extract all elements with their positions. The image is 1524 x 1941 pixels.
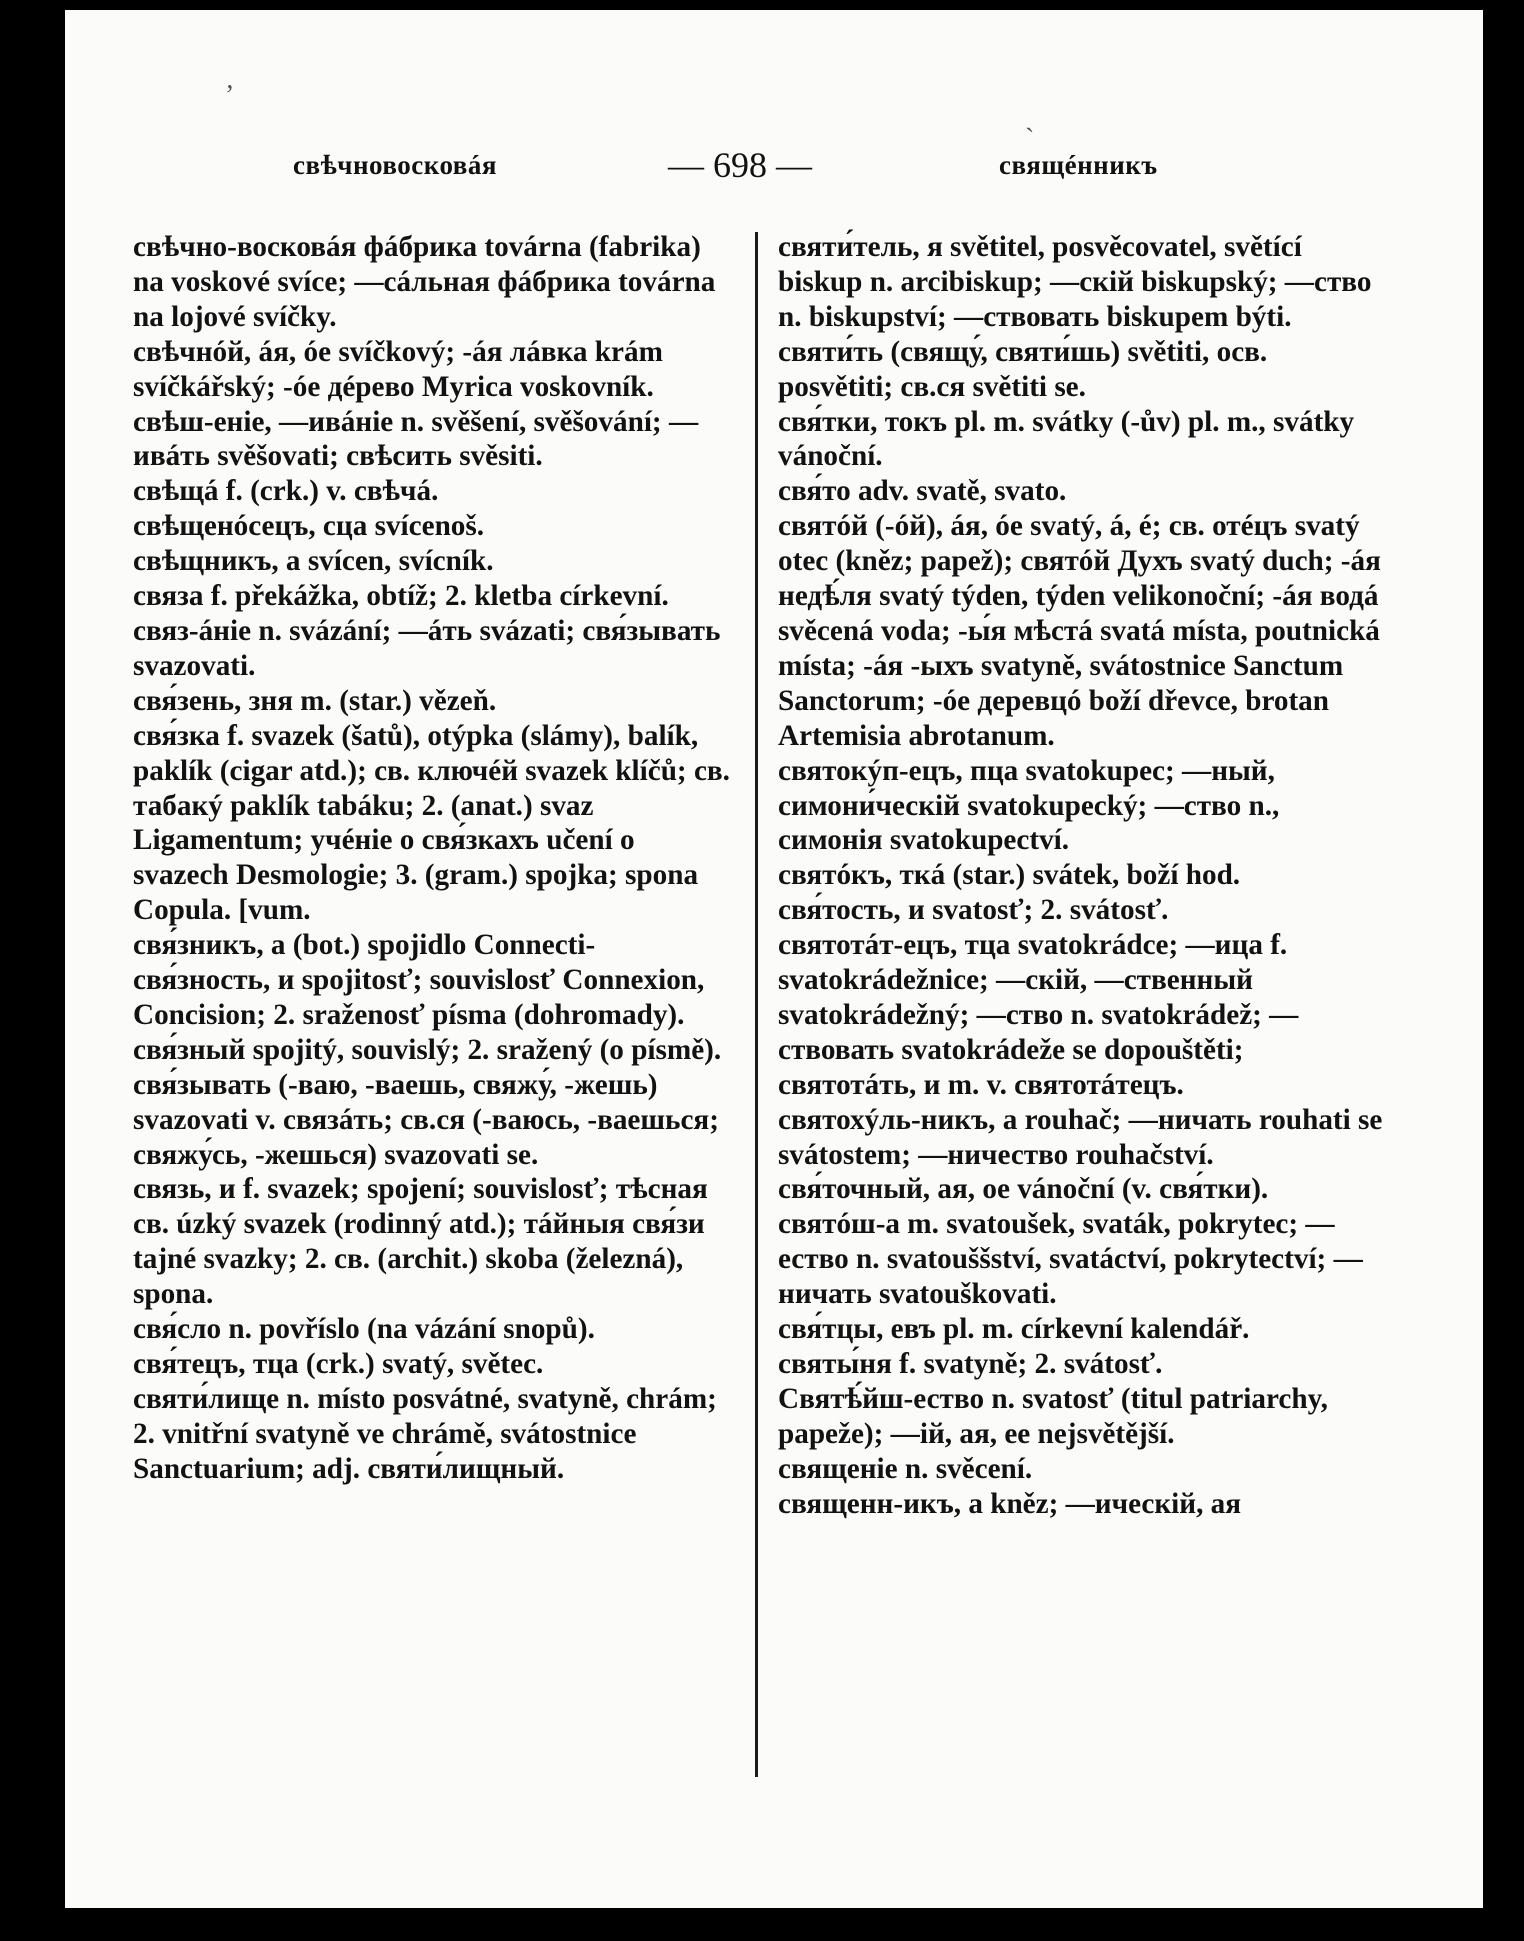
dictionary-entry: свя́то adv. svatě, svato. (778, 475, 1067, 508)
dictionary-entry: свя́зка f. svazek (šatů), otýpka (slámy), balík, paklík (cigar atd.); св. ключéй svazek klíčů; св. табакý paklík tabáku; 2. (anat.) svaz Ligamentum; учéнiе о свя́зкахъ učení o svazech Desmologie; 3. (gram.) spojka; spona Copula. [vum. (133, 719, 730, 927)
dictionary-entry: свѣщá f. (crk.) v. свѣчá. (133, 475, 439, 508)
dictionary-entry: святи́ть (свящу́, святи́шь) světiti, осв. posvětiti; св.ся světiti se. (778, 335, 1268, 403)
dictionary-entry: свѣщникъ, a svícen, svícník. (133, 545, 494, 578)
dictionary-entry: священiе n. svěcení. (778, 1452, 1033, 1485)
dictionary-entry: святи́тель, я světitel, posvěcovatel, světící biskup n. arcibiskup; —скiй biskupský; —ство n. biskupství; —ствовать biskupem býti. (778, 231, 1372, 333)
dictionary-entry: свя́зень, зня m. (star.) vězeň. (133, 684, 497, 717)
dictionary-entry: святóш-a m. svatoušek, svaták, pokrytec; —ество n. svatouššství, svatáctví, pokrytectví; —ничать svatouškovati. (778, 1208, 1363, 1311)
dictionary-page (65, 10, 1483, 1908)
dictionary-entry: святи́лище n. místo posvátné, svatyně, chrám; 2. vnitřní svatyně ve chrámě, svátostnice Sanctuarium; adj. святи́лищный. (133, 1382, 717, 1485)
header-left-word: свѣчновосковáя (293, 150, 497, 180)
dictionary-entry: свя́точный, ая, ое vánoční (v. свя́тки). (778, 1173, 1269, 1206)
dictionary-entry: святóкъ, ткá (star.) svátek, boží hod. (778, 859, 1241, 892)
dictionary-entry: священн-икъ, a kněz; —ическiй, ая (778, 1487, 1242, 1520)
dictionary-entry: свя́зный spojitý, souvislý; 2. sražený (o písmě). (133, 1033, 722, 1066)
dictionary-entry: свя́тки, токъ pl. m. svátky (-ův) pl. m., svátky vánoční. (778, 405, 1355, 473)
dictionary-entry: свя́зность, и spojitosť; souvislosť Connexion, Concision; 2. sraženosť písma (dohromady). (133, 964, 705, 1031)
right-column (778, 230, 1388, 1522)
dictionary-entry: святокýп-ецъ, пца svatokupec; —ный, симони́ческiй svatokupecký; —ство n., симонiя svatokupectví. (778, 754, 1280, 857)
dictionary-entry: связа f. překážka, obtíž; 2. kletba církevní. (133, 580, 669, 613)
dictionary-entry: свя́зывать (-ваю, -ваешь, свяжу́, -жешь) svazovati v. связáть; св.ся (-ваюсь, -ваешься; свяжу́сь, -жешься) svazovati se. (133, 1068, 719, 1171)
dictionary-entry: свѣчнóй, áя, óе svíčkový; -áя лáвка krám svíčkářský; -óе дéрево Myrica voskovník. (133, 335, 663, 403)
dictionary-entry: Святѣ́йш-ество n. svatosť (titul patriarchy, papeže); —iй, ая, ее nejsvětější. (778, 1382, 1328, 1450)
dictionary-entry: связь, и f. svazek; spojení; souvislosť; тѣсная св. úzký svazek (rodinný atd.); тáйныя свя́зи tajné svazky; 2. св. (archit.) skoba (železná), spona. (133, 1173, 708, 1311)
dictionary-entry: свѣш-енiе, —ивáнiе n. svěšení, svěšování; —ивáть svěšovati; свѣсить svěsiti. (133, 405, 699, 473)
dictionary-entry: святотáт-ецъ, тца svatokrádce; —ица f. svatokrádežnice; —скiй, —ственный svatokrádežný; —ство n. svatokrádež; —ствовать svatokrádeže se dopouštěti; святотáть, и m. v. святотáтецъ. (778, 929, 1299, 1101)
dictionary-entry: свѣщенóсецъ, сца svícenoš. (133, 510, 485, 543)
column-divider (755, 232, 758, 1777)
left-column (133, 230, 733, 1487)
dictionary-entry: святы́ня f. svatyně; 2. svátosť. (778, 1348, 1163, 1380)
dictionary-entry: свя́зникъ, a (bot.) spojidlo Connecti- (133, 929, 596, 962)
dictionary-entry: свя́тцы, евъ pl. m. církevní kalendář. (778, 1313, 1250, 1346)
scan-mark-left: ʼ (225, 80, 235, 111)
dictionary-entry: свя́тость, и svatosť; 2. svátosť. (778, 894, 1169, 927)
dictionary-entry: святóй (-óй), áя, óе svatý, á, é; св. отéцъ svatý otec (kněz; papež); святóй Духъ svatý duch; -áя недѣ́ля svatý týden, týden velikonoční; -áя водá svěcená voda; -ы́я мѣстá svatá místa, poutnická místa; -áя -ыхъ svatyně, svátostnice Sanctum Sanctorum; -óе деревцó boží dřevce, brotan Artemisia abrotanum. (778, 510, 1381, 752)
page-number: — 698 — (668, 145, 812, 185)
dictionary-entry: свя́сло n. povříslo (na vázání snopů). (133, 1313, 595, 1346)
page-header (65, 145, 1483, 190)
dictionary-entry: связ-áнiе n. svázání; —áть svázati; свя́зывать svazovati. (133, 614, 721, 682)
header-right-word: свящéнникъ (999, 150, 1158, 180)
dictionary-entry: свя́тецъ, тца (crk.) svatý, světec. (133, 1348, 544, 1380)
dictionary-entry: святохýль-никъ, a rouhač; —ничать rouhati se svátostem; —ничество rouhačství. (778, 1103, 1383, 1171)
dictionary-entry: свѣчно-восковáя фáбрика továrna (fabrika) na voskové svíce; —сáльная фáбрика továrna na lojové svíčky. (133, 231, 716, 333)
scan-mark-right: ˎ (1025, 102, 1035, 133)
